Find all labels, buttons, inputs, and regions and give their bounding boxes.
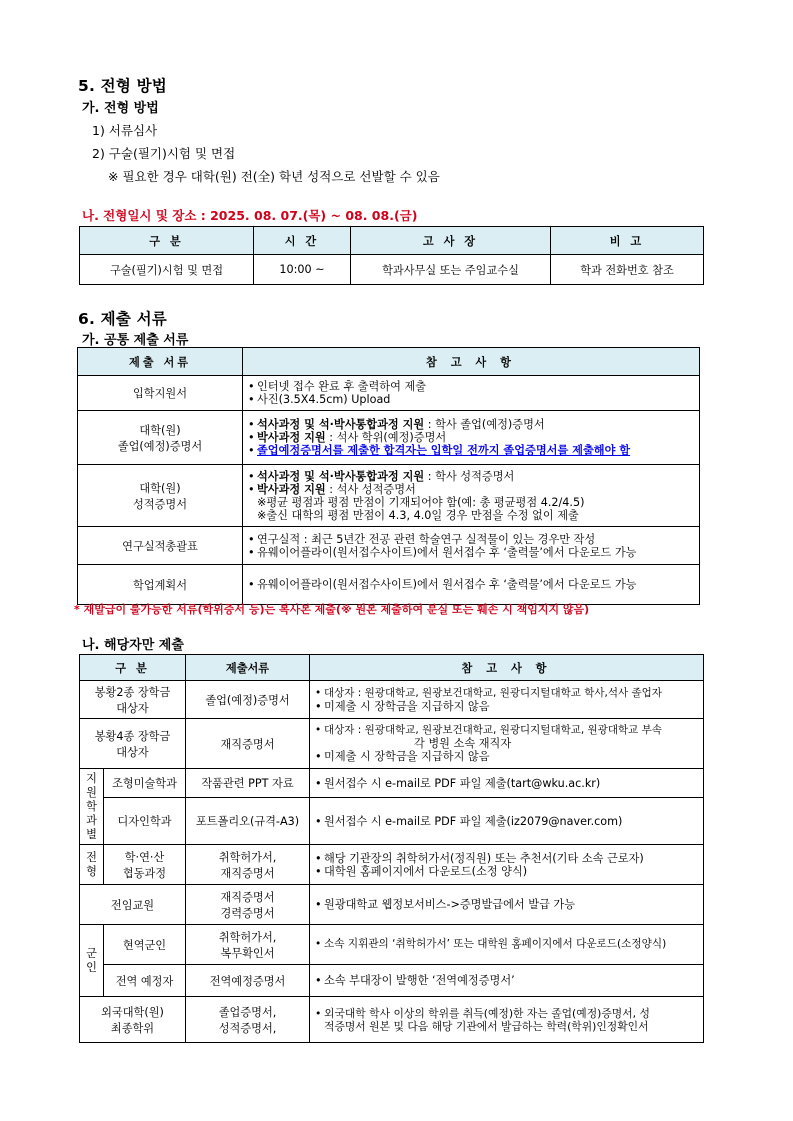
copy-warning: * 재발급이 불가능한 서류(학위증서 등)는 복사본 제출(※ 원본 제출하여 분실 또는 훼손 시 책임지지 않음) [74,603,590,616]
table-row [80,997,704,1043]
bold-label: 석사과정 및 석·박사통합과정 지원 [257,469,425,483]
table-row [80,965,704,997]
table-row [78,527,700,565]
list-item: • 유웨이어플라이(원서접수사이트)에서 원서접수 후 ‘출력물’에서 다운로드 가능 [247,546,695,559]
doc-permit-employment: 취학허가서, 재직증명서 [186,845,310,885]
list-item: • 소속 지휘관의 ‘취학허가서’ 또는 대학원 홈페이지에서 다운로드(소정양식) [314,938,699,951]
list-item: : 학사 성적증명서 [424,469,515,483]
cat-bonghwang2: 봉황2종 장학금 대상자 [80,681,186,719]
emphasis-note: 졸업예정증명서를 제출한 합격자는 입학일 전까지 졸업증명서를 제출해야 함 [257,444,631,457]
list-item: • 원서접수 시 e-mail로 PDF 파일 제출(iz2079@naver.com) [314,815,699,828]
cat-industry-program: 학·연·산 협동과정 [104,845,186,885]
section-5a-title: 가. 전형 방법 [82,101,159,116]
section-6b-title: 나. 해당자만 제출 [82,638,184,653]
doc-employment-cert: 재직증명서 [186,719,310,769]
group-by-department: 지 원 학 과 별 [80,769,104,845]
table-row [78,376,700,411]
cell-category: 구술(필기)시험 및 면접 [80,255,254,285]
grade-note: ※ 필요한 경우 대학(원) 전(全) 학년 성적으로 선발할 수 있음 [108,169,440,184]
col-header-time: 시 간 [254,227,351,255]
cell-time: 10:00 ~ [254,255,351,285]
doc-ppt: 작품관련 PPT 자료 [186,769,310,798]
table-row [80,769,704,798]
list-item: : 학사 졸업(예정)증명서 [424,418,545,431]
exam-schedule-title: 나. 전형일시 및 장소 : 2025. 08. 07.(목) ~ 08. 08.(금) [82,208,418,223]
col-header-category: 구 분 [80,227,254,255]
table-row [80,798,704,845]
item-oral-exam: 2) 구술(필기)시험 및 면접 [92,146,236,161]
col-header-venue: 고 사 장 [351,227,551,255]
list-item: • 대상자 : 원광대학교, 원광보건대학교, 원광디지털대학교, 원광대학교 부속 [314,724,699,737]
doc-portfolio: 포트폴리오(규격-A3) [186,798,310,845]
section-5-title: 5. 전형 방법 [78,77,167,95]
list-item: • 원광대학교 웹정보서비스->증명발급에서 발급 가능 [314,898,699,911]
table-row [80,719,704,769]
cat-bonghwang4: 봉황4종 장학금 대상자 [80,719,186,769]
col-header-remarks: 비 고 [551,227,704,255]
cat-fine-arts: 조형미술학과 [104,769,186,798]
cat-foreign-degree: 외국대학(원) 최종학위 [80,997,186,1043]
doc-permit-service: 취학허가서, 복무확인서 [186,925,310,965]
cat-active-duty: 현역군인 [104,925,186,965]
doc-graduation-cert: 졸업(예정)증명서 [186,681,310,719]
col-header-notes: 참 고 사 항 [243,348,700,376]
doc-research-summary: 연구실적총괄표 [78,527,243,565]
bold-label: 석사과정 및 석·박사통합과정 지원 [257,418,425,431]
bold-label: 박사과정 지원 [257,482,326,496]
list-item: • 사진(3.5X4.5cm) Upload [247,393,695,406]
list-item: • 미제출 시 장학금을 지급하지 않음 [314,700,699,713]
cat-design: 디자인학과 [104,798,186,845]
col-header-document: 제출 서류 [78,348,243,376]
doc-employment-career: 재직증명서 경력증명서 [186,885,310,925]
cell-venue: 학과사무실 또는 주임교수실 [351,255,551,285]
list-item: • 원서접수 시 e-mail로 PDF 파일 제출(tart@wku.ac.kr) [314,777,699,790]
doc-discharge-cert: 전역예정증명서 [186,965,310,997]
list-item: • 소속 부대장이 발행한 ‘전역예정증명서’ [314,974,699,987]
cat-faculty: 전임교원 [80,885,186,925]
item-document-screening: 1) 서류심사 [92,123,158,138]
doc-study-plan: 학업계획서 [78,565,243,605]
list-item: • 외국대학 학사 이상의 학위를 취득(예정)한 자는 졸업(예정)증명서, 성 [314,1007,699,1020]
list-item: : 석사 학위(예정)증명서 [325,431,447,444]
table-row [80,845,704,885]
table-row [78,465,700,527]
cat-discharge: 전역 예정자 [104,965,186,997]
list-item: • 연구실적 : 최근 5년간 전공 관련 학술연구 실적물이 있는 경우만 작성 [247,533,695,546]
cell-remarks: 학과 전화번호 참조 [551,255,704,285]
section-6-title: 6. 제출 서류 [78,310,167,328]
table-row [78,565,700,605]
list-item: : 석사 성적증명서 [325,482,416,496]
col-header-notes: 참 고 사 항 [310,655,704,681]
col-header-document: 제출서류 [186,655,310,681]
doc-application: 입학지원서 [78,376,243,411]
common-documents-table [77,347,700,605]
doc-foreign-certs: 졸업증명서, 성적증명서, [186,997,310,1043]
doc-transcript: 대학(원) 성적증명서 [78,465,243,527]
bold-label: 박사과정 지원 [257,431,326,444]
list-item: • 유웨이어플라이(원서접수사이트)에서 원서접수 후 ‘출력물’에서 다운로드 가능 [247,578,695,591]
section-6a-title: 가. 공통 제출 서류 [82,333,189,348]
gpa-note: ※평균 평점과 평점 만점이 기재되어야 함(예: 총 평균평점 4.2/4.5) [257,495,585,509]
doc-graduation-cert: 대학(원) 졸업(예정)증명서 [78,411,243,465]
applicable-documents-table [79,654,704,1043]
group-admission-type: 전 형 [80,845,104,885]
list-item: • 대상자 : 원광대학교, 원광보건대학교, 원광디지털대학교 학사,석사 졸업자 [314,687,699,700]
exam-schedule-table [79,226,704,285]
group-military: 군 인 [80,925,104,997]
col-header-category: 구 분 [80,655,186,681]
list-item: • 대학원 홈페이지에서 다운로드(소정 양식) [314,865,699,878]
gpa-note-2: ※출신 대학의 평점 만점이 4.3, 4.0일 경우 만점을 수정 없이 제출 [257,508,579,522]
table-row [80,885,704,925]
list-item: 적증명서 원본 및 다음 해당 기관에서 발급하는 학력(학위)인정확인서 [324,1019,649,1033]
table-row [80,681,704,719]
list-item: • 해당 기관장의 취학허가서(정직원) 또는 추천서(기타 소속 근로자) [314,852,699,865]
table-row [80,925,704,965]
list-item: • 인터넷 접수 완료 후 출력하여 제출 [247,380,695,393]
list-item: 각 병원 소속 재직자 [414,737,512,750]
list-item: • 미제출 시 장학금을 지급하지 않음 [314,750,699,763]
table-row [78,411,700,465]
